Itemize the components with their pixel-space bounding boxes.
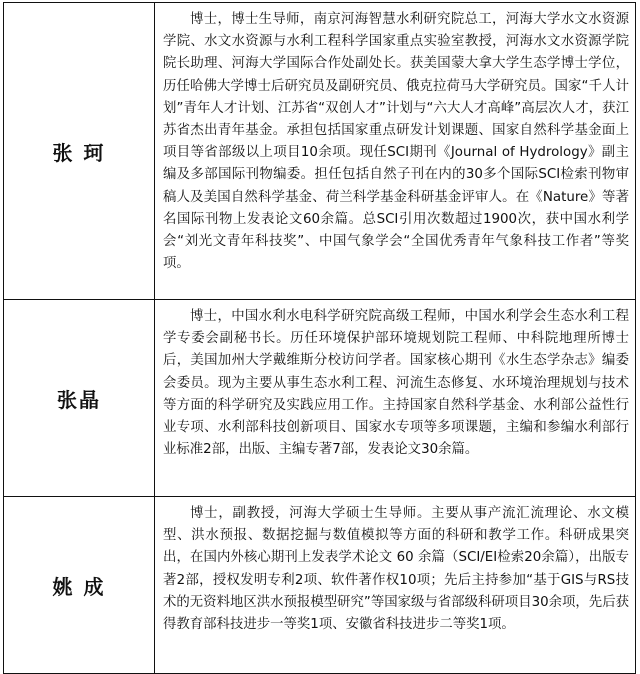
table-row	[4, 497, 636, 674]
person-name-cell	[4, 3, 155, 300]
person-name-cell	[4, 497, 155, 674]
person-name: 姚 成	[52, 574, 106, 599]
person-bio: 博士，博士生导师，南京河海智慧水利研究院总工，河海大学水文水资源学院、水文水资源与水利工程科学国家重点实验室教授，河海水文水资源学院院长助理、河海大学国际合作处副处长。获美国蒙大拿大学生态学博士学位，历任哈佛大学博士后研究员及副研究员、俄克拉荷马大学研究员。国家“千人计划”青年人才计划、江苏省“双创人才”计划与“六大人才高峰”高层次人才，获江苏省杰出青年基金。承担包括国家重点研发计划课题、国家自然科学基金面上项目等省部级以上项目10余项。现任SCI期刊《Journal of Hydrology》副主编及多部国际刊物编委。担任包括自然子刊在内的30多个国际SCI检索刊物审稿人及美国自然科学基金、荷兰科学基金科研基金评审人。在《Nature》等著名国际刊物上发表论文60余篇。总SCI引用次数超过1900次，获中国水利学会“刘光文青年科技奖”、中国气象学会“全国优秀青年气象科技工作者”等奖项。	[155, 3, 636, 300]
person-bio: 博士，中国水利水电科学研究院高级工程师，中国水利学会生态水利工程学专委会副秘书长。历任环境保护部环境规划院工程师、中科院地理所博士后，美国加州大学戴维斯分校访问学者。国家核心期刊《水生态学杂志》编委会委员。现为主要从事生态水利工程、河流生态修复、水环境治理规划与技术等方面的科学研究及实践应用工作。主持国家自然科学基金、水利部公益性行业专项、水利部科技创新项目、国家水专项等多项课题，主编和参编水利部行业标准2部，出版、主编专著7部，发表论文30余篇。	[155, 300, 636, 497]
person-name: 张 珂	[52, 140, 106, 165]
bio-table	[3, 2, 636, 674]
person-name-cell	[4, 300, 155, 497]
person-name: 张晶	[57, 387, 101, 412]
person-bio: 博士，副教授，河海大学硕士生导师。主要从事产流汇流理论、水文模型、洪水预报、数据挖掘与数值模拟等方面的科研和教学工作。科研成果突出，在国内外核心期刊上发表学术论文 60 余篇（SCI/EI检索20余篇），出版专著2部，授权发明专利2项、软件著作权10项；先后主持参加“基于GIS与RS技术的无资料地区洪水预报模型研究”等国家级与省部级科研项目30余项，先后获得教育部科技进步一等奖1项、安徽省科技进步二等奖1项。	[155, 497, 636, 674]
table-row	[4, 300, 636, 497]
table-row	[4, 3, 636, 300]
